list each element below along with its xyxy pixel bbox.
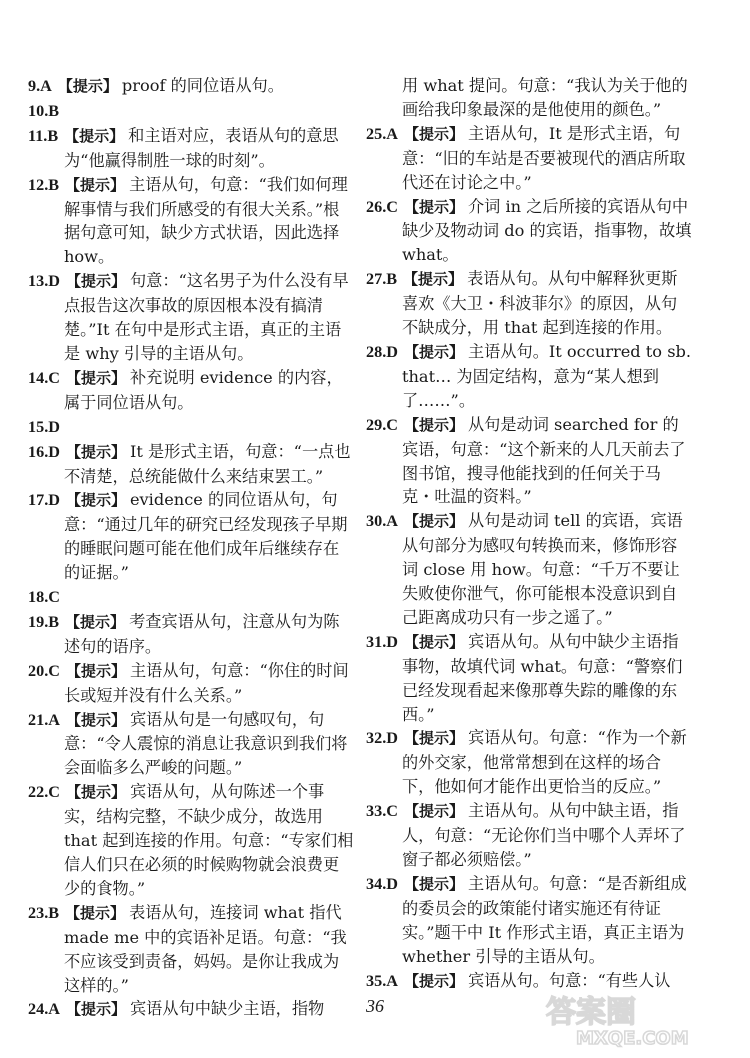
answer-item (366, 74, 692, 122)
question-number: 23. (28, 903, 49, 922)
question-number: 30. (366, 512, 387, 531)
answer-letter: B (386, 270, 398, 289)
answer-item (28, 901, 354, 998)
answer-letter: B (48, 175, 60, 194)
hint-label: 【提示】 (403, 874, 464, 893)
answer-item (366, 267, 692, 340)
explanation-text: 宾语从句。从句中缺少主语指事物，故填代词 what。句意：“警察们已经发现看起来像那尊失踪的雕像的东西。” (402, 631, 683, 724)
explanation-text: 用 what 提问。句意：“我认为关于他的画给我印象最深的是他使用的颜色。” (402, 76, 688, 119)
question-number: 18. (28, 588, 49, 607)
hint-label: 【提示】 (403, 197, 464, 216)
answer-letter: C (48, 661, 60, 680)
question-number: 21. (28, 710, 49, 729)
explanation-text: 主语从句，句意：“你住的时间长或短并没有什么关系。” (64, 660, 349, 705)
answer-letter: B (48, 101, 60, 120)
explanation-text: 考查宾语从句，注意从句为陈述句的语序。 (64, 611, 340, 656)
answer-letter: C (386, 415, 398, 434)
answer-item (28, 124, 354, 173)
explanation-text: 宾语从句中缺少主语，指物 (129, 999, 325, 1019)
answer-letter: D (386, 342, 398, 361)
answer-item (366, 872, 692, 969)
answer-letter: C (386, 802, 398, 821)
answer-item (366, 413, 692, 510)
explanation-text: 主语从句，It 是形式主语，句意：“旧的车站是否要被现代的酒店所取代还在讨论之中。” (402, 123, 686, 192)
answer-item (28, 488, 354, 585)
answer-item (28, 173, 354, 270)
answer-item (28, 366, 354, 415)
explanation-text: 宾语从句。句意：“有些人认 (467, 970, 671, 990)
question-number: 16. (28, 442, 49, 461)
hint-label: 【提示】 (65, 710, 126, 729)
answer-letter: A (48, 710, 60, 729)
watermark-logo (540, 988, 726, 1050)
hint-label: 【提示】 (65, 368, 126, 387)
watermark-url: MXQE.COM (576, 1028, 689, 1049)
question-number: 28. (366, 342, 387, 361)
hint-label: 【提示】 (403, 971, 464, 990)
left-column (28, 74, 354, 1022)
question-number: 34. (366, 874, 387, 893)
explanation-text: 和主语对应，表语从句的意思为“他赢得制胜一球的时刻”。 (64, 125, 339, 170)
answer-item (28, 74, 354, 99)
answer-item (366, 122, 692, 195)
answer-item (28, 708, 354, 781)
answer-item (28, 99, 354, 124)
question-number: 29. (366, 415, 387, 434)
question-number: 25. (366, 124, 387, 143)
explanation-text: 表语从句，连接词 what 指代 made me 中的宾语补足语。句意：“我不应该受到责备，妈妈。是你让我成为这样的。” (64, 902, 347, 995)
hint-label: 【提示】 (65, 272, 126, 291)
question-number: 27. (366, 270, 387, 289)
answer-letter: C (48, 588, 60, 607)
answer-item (28, 659, 354, 708)
question-number: 33. (366, 802, 387, 821)
answer-letter: C (48, 783, 60, 802)
answer-letter: D (386, 874, 398, 893)
answer-letter: A (386, 124, 398, 143)
explanation-text: 表语从句。从句中解释狄更斯喜欢《大卫・科波菲尔》的原因，从句不缺成分，用 that 起到连接的作用。 (402, 269, 678, 338)
hint-label: 【提示】 (403, 512, 464, 531)
hint-label: 【提示】 (65, 442, 126, 461)
answer-item (28, 440, 354, 489)
answer-letter: A (40, 77, 52, 95)
answer-item (366, 340, 692, 413)
question-number: 14. (28, 368, 49, 387)
answer-item (28, 269, 354, 366)
hint-label: 【提示】 (64, 126, 125, 145)
answer-letter: B (48, 903, 60, 922)
answer-item (28, 610, 354, 659)
answer-letter: D (48, 417, 60, 436)
hint-label: 【提示】 (403, 342, 464, 361)
explanation-text: 补充说明 evidence 的内容，属于同位语从句。 (64, 367, 343, 412)
explanation-text: 宾语从句，从句陈述一个事实，结构完整，不缺少成分，故选用 that 起到连接的作用。句意：“专家们相信人们只在必须的时候购物就会浪费更少的食物。” (64, 782, 354, 898)
hint-label: 【提示】 (65, 903, 126, 922)
question-number: 17. (28, 491, 49, 510)
explanation-text: proof 的同位语从句。 (121, 76, 284, 95)
explanation-text: 宾语从句是一句感叹句，句意：“令人震惊的消息让我意识到我们将会面临多么严峻的问题。” (64, 709, 348, 778)
explanation-text: It 是形式主语，句意：“一点也不清楚，总统能做什么来结束罢工。” (64, 441, 351, 486)
hint-label: 【提示】 (403, 270, 464, 289)
answer-item (366, 195, 692, 268)
answer-letter: D (48, 442, 60, 461)
explanation-text: 主语从句。从句中缺主语，指人，句意：“无论你们当中哪个人弄坏了窗子都必须赔偿。” (402, 801, 686, 869)
hint-label: 【提示】 (403, 415, 464, 434)
question-number: 11. (28, 126, 48, 145)
watermark-title: 答案圈 (546, 995, 636, 1030)
answer-letter: A (386, 512, 398, 531)
question-number: 26. (366, 197, 387, 216)
explanation-text: 介词 in 之后所接的宾语从句中缺少及物动词 do 的宾语，指事物，故填 what。 (402, 196, 692, 265)
question-number: 24. (28, 1000, 49, 1019)
question-number: 20. (28, 661, 49, 680)
answer-item (28, 780, 354, 901)
question-number: 9. (28, 77, 41, 95)
answer-item (366, 509, 692, 630)
answer-item (366, 799, 692, 872)
hint-label: 【提示】 (57, 77, 118, 95)
explanation-text: 主语从句。It occurred to sb. that… 为固定结构，意为“某人想到了……”。 (402, 341, 692, 410)
page-number: 36 (366, 996, 384, 1016)
explanation-text: 句意：“这名男子为什么没有早点报告这次事故的原因根本没有搞清楚。”It 在句中是形式主语，真正的主语是 why 引导的主语从句。 (64, 271, 349, 363)
hint-label: 【提示】 (65, 175, 126, 194)
explanation-text: 主语从句，句意：“我们如何理解事情与我们所感受的有很大关系。”根据句意可知，缺少方式状语，因此选择 how。 (64, 174, 348, 267)
answer-item (366, 726, 692, 799)
hint-label: 【提示】 (403, 124, 464, 143)
right-column (366, 74, 692, 993)
explanation-text: 宾语从句。句意：“作为一个新的外交家，他常常想到在这样的场合下，他如何才能作出更恰当的反应。” (402, 728, 687, 797)
answer-letter: A (386, 971, 398, 990)
answer-letter: A (48, 1000, 60, 1019)
answer-item (366, 630, 692, 727)
hint-label: 【提示】 (403, 632, 464, 651)
hint-label: 【提示】 (65, 612, 126, 631)
hint-label: 【提示】 (403, 802, 464, 821)
answer-letter: B (48, 612, 60, 631)
answer-letter: D (386, 729, 398, 748)
answer-item (28, 585, 354, 610)
question-number: 35. (366, 971, 387, 990)
hint-label: 【提示】 (65, 1000, 126, 1019)
question-number: 31. (366, 632, 387, 651)
explanation-text: 从句是动词 tell 的宾语，宾语从句部分为感叹句转换而来，修饰形容词 close 用 how。句意：“千万不要让失败使你泄气，你可能根本没意识到自己距离成功只有一步之遥了。” (402, 511, 683, 627)
answer-letter: C (48, 368, 60, 387)
explanation-text: 从句是动词 searched for 的宾语，句意：“这个新来的人几天前去了图书馆，搜寻他能找到的任何关于马克・吐温的资料。” (402, 414, 686, 507)
question-number: 12. (28, 175, 49, 194)
question-number: 19. (28, 612, 49, 631)
answer-item (28, 415, 354, 440)
question-number: 32. (366, 729, 387, 748)
question-number: 10. (28, 101, 49, 120)
answer-letter: D (48, 491, 60, 510)
question-number: 15. (28, 417, 49, 436)
explanation-text: evidence 的同位语从句，句意：“通过几年的研究已经发现孩子早期的睡眠问题可能在他们成年后继续存在的证据。” (64, 490, 348, 583)
answer-letter: D (386, 632, 398, 651)
hint-label: 【提示】 (65, 661, 126, 680)
hint-label: 【提示】 (403, 729, 464, 748)
question-number: 22. (28, 783, 49, 802)
hint-label: 【提示】 (65, 491, 126, 510)
answer-letter: D (48, 272, 60, 291)
hint-label: 【提示】 (65, 783, 126, 802)
question-number: 13. (28, 272, 49, 291)
answer-letter: C (386, 197, 398, 216)
answer-letter: B (47, 126, 59, 145)
explanation-text: 主语从句。句意：“是否新组成的委员会的政策能付诸实施还有待证实。”题干中 It 作形式主语，真正主语为 whether 引导的主语从句。 (402, 873, 687, 966)
